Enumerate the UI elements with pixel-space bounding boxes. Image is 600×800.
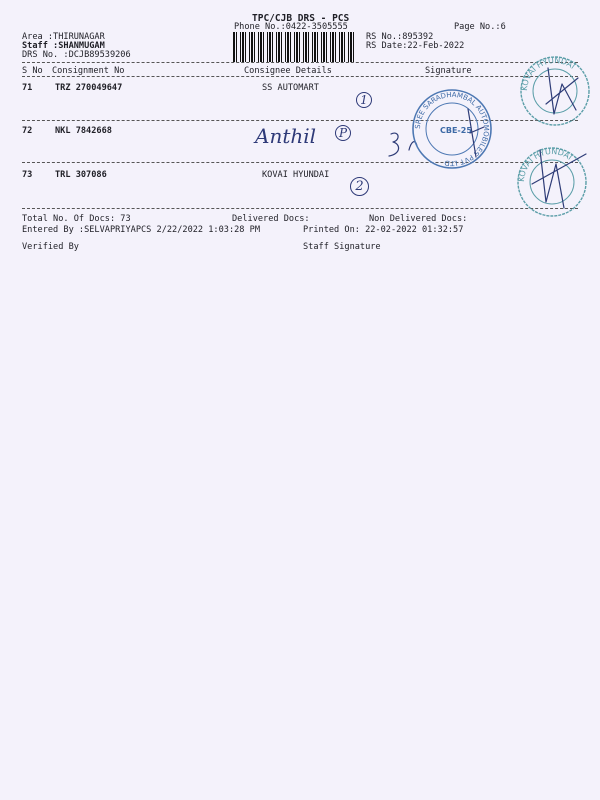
- staff-signature: Staff Signature: [303, 242, 381, 252]
- seal-text: SREE SARADHAMBAL AUTOMOBILES PVT LTD: [413, 90, 491, 168]
- handwritten-signature: Anthil: [255, 124, 317, 148]
- circled-mark: [356, 92, 372, 108]
- document-title: TPC/CJB DRS - PCS: [252, 13, 350, 24]
- verified-by: Verified By: [22, 242, 79, 252]
- rs-number: RS No.:895392: [366, 32, 434, 42]
- row-consignment: TRL 307086: [55, 170, 107, 180]
- company-seal: [410, 87, 494, 171]
- handwritten-number: 2: [350, 177, 369, 196]
- area-label: Area :THIRUNAGAR: [22, 32, 105, 42]
- dealer-seal: [518, 54, 592, 128]
- divider: [22, 120, 578, 121]
- drs-number: DRS No. :DCJB89539206: [22, 50, 131, 60]
- non-delivered-docs: Non Delivered Docs:: [369, 214, 468, 224]
- seal-text: KOVAI HYUNDAI: [516, 146, 574, 183]
- row-sno: 72: [22, 126, 33, 136]
- handwritten-number: 1: [356, 92, 372, 108]
- divider: [22, 62, 578, 63]
- divider: [22, 162, 578, 163]
- col-header-sno: S No: [22, 66, 43, 76]
- col-header-consignment: Consignment No: [52, 66, 125, 76]
- phone-number: Phone No.:0422-3505555: [234, 22, 348, 32]
- staff-label: Staff :SHANMUGAM: [22, 41, 105, 51]
- circled-mark: [350, 177, 369, 196]
- row-consignee: KOVAI HYUNDAI: [262, 170, 330, 180]
- row-sno: 71: [22, 83, 33, 93]
- col-header-signature: Signature: [425, 66, 472, 76]
- entered-by: Entered By :SELVAPRIYAPCS 2/22/2022 1:03:28 PM: [22, 225, 260, 235]
- total-docs: Total No. Of Docs: 73: [22, 214, 131, 224]
- circled-mark: [335, 125, 351, 141]
- barcode: [233, 32, 357, 62]
- printed-on: Printed On: 22-02-2022 01:32:57: [303, 225, 464, 235]
- handwritten-letter: P: [335, 125, 351, 141]
- page-number: Page No.:6: [454, 22, 506, 32]
- row-consignment: TRZ 270049647: [55, 83, 123, 93]
- seal-text: KOVAI HYUNDAI: [519, 55, 577, 92]
- delivered-docs: Delivered Docs:: [232, 214, 310, 224]
- row-sno: 73: [22, 170, 33, 180]
- row-consignee: SS AUTOMART: [262, 83, 319, 93]
- dealer-seal: [512, 144, 592, 220]
- col-header-consignee: Consignee Details: [244, 66, 332, 76]
- seal-code: CBE-25: [440, 126, 472, 135]
- rs-date: RS Date:22-Feb-2022: [366, 41, 465, 51]
- divider: [22, 76, 578, 77]
- divider: [22, 208, 578, 209]
- row-consignment: NKL 7842668: [55, 126, 112, 136]
